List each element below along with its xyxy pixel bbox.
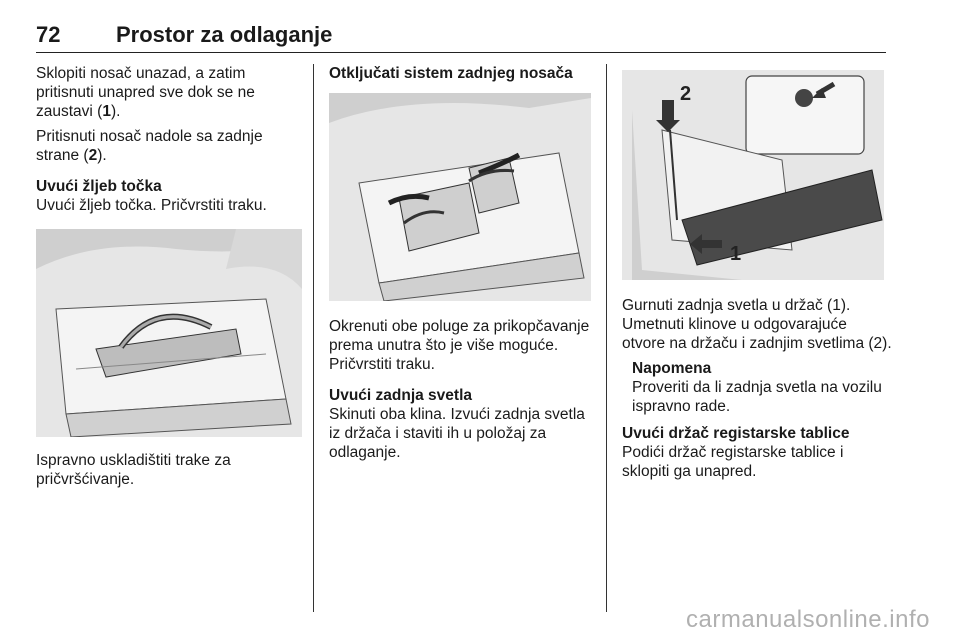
- column-divider: [313, 64, 314, 612]
- watermark: carmanualsonline.info: [686, 606, 930, 633]
- note-text: Proveriti da li zadnja svetla na vozilu ispravno rade.: [632, 379, 882, 415]
- column-3: [622, 64, 892, 487]
- note-box: [622, 359, 892, 416]
- page-number: 72: [36, 22, 61, 47]
- section-title: Otključati sistem zadnjeg nosača: [329, 65, 573, 82]
- illustration-wheel-groove: [36, 229, 302, 437]
- section-title: Uvući žljeb točka: [36, 178, 162, 195]
- paragraph: Gurnuti zadnja svetla u držač (1). Umetnuti klinove u odgovarajuće otvore na držaču i zadnjim svetlima (2).: [622, 297, 892, 352]
- page-title: Prostor za odlaganje: [116, 22, 333, 47]
- paragraph: Sklopiti nosač unazad, a zatim pritisnuti unapred sve dok se ne zaustavi (1).: [36, 65, 255, 120]
- callout-2: 2: [680, 83, 692, 105]
- figure-caption: Ispravno uskladištiti trake za pričvršćivanje.: [36, 452, 231, 488]
- column-2: [329, 64, 597, 468]
- paragraph: Pritisnuti nosač nadole sa zadnje strane (2).: [36, 128, 263, 164]
- paragraph: Skinuti oba klina. Izvući zadnja svetla iz držača i staviti ih u položaj za odlaganje.: [329, 406, 585, 461]
- paragraph: Podići držač registarske tablice i sklopiti ga unapred.: [622, 444, 844, 480]
- section-title: Uvući držač registarske tablice: [622, 425, 850, 442]
- note-title: Napomena: [632, 360, 712, 377]
- illustration-rear-carrier: [329, 93, 591, 301]
- column-1: [36, 64, 302, 495]
- paragraph: Uvući žljeb točka. Pričvrstiti traku.: [36, 197, 267, 214]
- section-title: Uvući zadnja svetla: [329, 387, 473, 404]
- column-divider: [606, 64, 607, 612]
- paragraph: Okrenuti obe poluge za prikopčavanje prema unutra što je više moguće. Pričvrstiti traku.: [329, 318, 590, 373]
- illustration-tail-lights: [622, 70, 884, 280]
- page-header: [36, 22, 886, 53]
- callout-1: 1: [730, 243, 742, 265]
